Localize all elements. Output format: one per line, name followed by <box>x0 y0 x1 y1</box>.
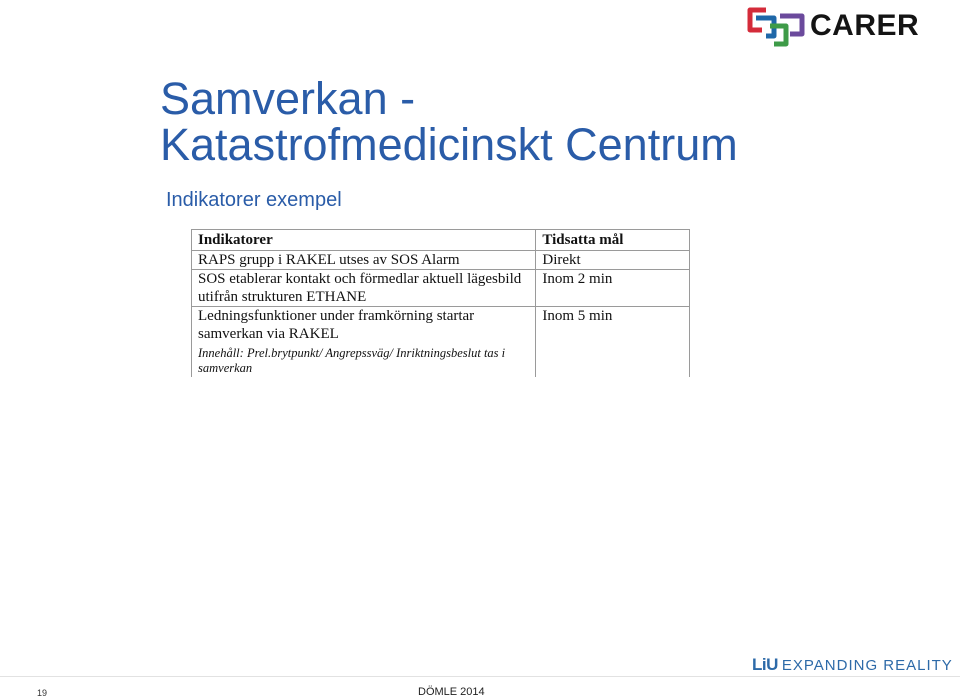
indicator-text: Ledningsfunktioner under framkörning startar samverkan via RAKEL <box>198 308 475 342</box>
header-target: Tidsatta mål <box>536 230 690 251</box>
slide-subtitle: Indikatorer exempel <box>166 189 342 211</box>
page-number: 19 <box>37 688 48 698</box>
indicator-note: Innehåll: Prel.brytpunkt/ Angrepssväg/ Inriktningsbeslut tas i samverkan <box>198 346 506 375</box>
target-cell: Direkt <box>536 251 690 270</box>
footer-divider <box>0 676 960 677</box>
indicator-cell-with-note <box>192 307 536 378</box>
indicator-cell: SOS etablerar kontakt och förmedlar aktuell lägesbild utifrån strukturen ETHANE <box>192 270 536 307</box>
indicator-cell: RAPS grupp i RAKEL utses av SOS Alarm <box>192 251 536 270</box>
slide-title <box>160 73 738 170</box>
indicator-table <box>191 229 690 377</box>
carer-logo-text: CARER <box>810 9 920 42</box>
liu-logo <box>752 655 953 675</box>
target-cell: Inom 2 min <box>536 270 690 307</box>
carer-logo <box>744 4 944 48</box>
liu-mark: LiU <box>752 655 778 674</box>
header-indicators: Indikatorer <box>192 230 536 251</box>
slide-title-line-2: Katastrofmedicinskt Centrum <box>160 119 738 170</box>
table-row <box>192 270 690 307</box>
liu-tagline: EXPANDING REALITY <box>781 657 953 674</box>
slide-title-line-1: Samverkan - <box>160 73 416 124</box>
footer-event: DÖMLE 2014 <box>418 686 485 698</box>
carer-chain-icon <box>744 4 808 48</box>
table-row <box>192 307 690 378</box>
target-cell: Inom 5 min <box>536 307 690 378</box>
table-header-row <box>192 230 690 251</box>
table-row <box>192 251 690 270</box>
